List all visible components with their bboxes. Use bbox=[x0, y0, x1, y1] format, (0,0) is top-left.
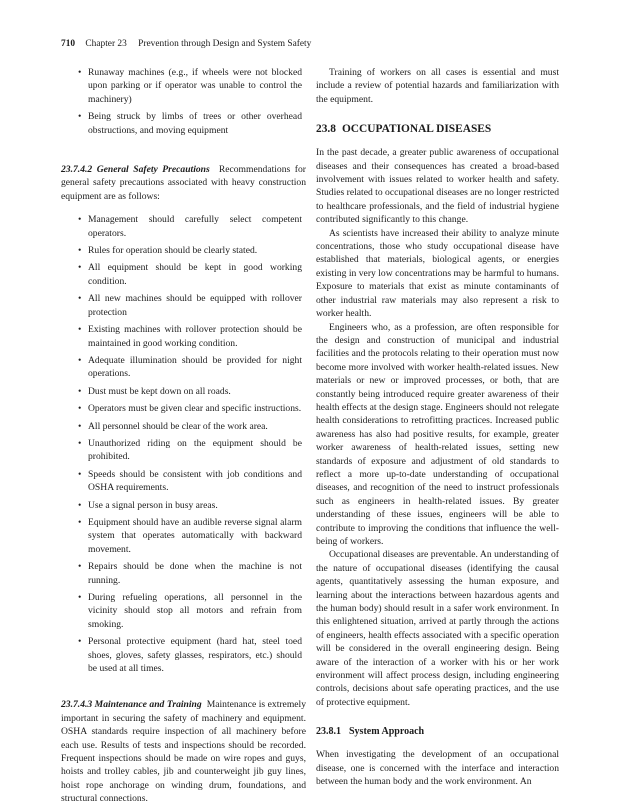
bullet-item: • Adequate illumination should be provided for night operations. bbox=[61, 354, 306, 381]
paragraph: Occupational diseases are preventable. An understanding of the nature of occupational diseases (identifying the causal agents, quantitatively assessing the human exposure, and learning about the interactions between hazardous agents and the human body) should result in a safer work environment. In this enlightened situation, arrived at partly through the actions of engineers, health effects associated with a specific operation will be considered in the overall engineering design. Being aware of the interaction of a worker with his or her work environment will affect process design, including engineering controls, decisions about safe operating practices, and the use of protective equipment. bbox=[316, 549, 559, 708]
subsection-text: Maintenance is extremely important in securing the safety of machinery and equipment. OSHA standards require inspection of all machinery before each use. Results of tests and inspections should be recorded. Frequent inspections should be made on wire ropes and guys, hoists and trolley cables, jib and counterweight jib guy lines, hoist rope anchorage on winding drum, foundations, and structural connections. bbox=[61, 699, 307, 805]
chapter-title: Prevention through Design and System Safety bbox=[138, 39, 312, 49]
subsection-heading: 23.7.4.2 General Safety Precautions bbox=[61, 164, 210, 176]
bullet-item: • Personal protective equipment (hard hat, steel toed shoes, gloves, safety glasses, respirators, etc.) should be used at all times. bbox=[61, 635, 306, 675]
bullet-item: • Existing machines with rollover protection should be maintained in good working condition. bbox=[61, 323, 306, 350]
subsection-heading: 23.7.4.3 Maintenance and Training bbox=[61, 699, 202, 711]
bullet-item: • Being struck by limbs of trees or other overhead obstructions, and moving equipment bbox=[61, 110, 306, 137]
bullet-item: • Operators must be given clear and specific instructions. bbox=[61, 402, 306, 415]
chapter-label: Chapter 23 bbox=[85, 39, 127, 49]
left-column bbox=[61, 66, 306, 806]
running-header bbox=[61, 38, 311, 50]
paragraph: As scientists have increased their ability to analyze minute concentrations, those who study occupational disease have established that materials, biological agents, or energies existing in very low concentrations may be harmful to humans. Exposure to materials that exist as minute contaminants of other industrial raw materials may also represent a risk to worker health. bbox=[316, 227, 559, 320]
precautions-bullet-list bbox=[61, 213, 306, 675]
bullet-item: • Use a signal person in busy areas. bbox=[61, 499, 306, 512]
bullet-item: • Repairs should be done when the machine is not running. bbox=[61, 560, 306, 587]
bullet-item: • Dust must be kept down on all roads. bbox=[61, 385, 306, 398]
bullet-item: • Runaway machines (e.g., if wheels were not blocked upon parking or if operator was unable to control the machinery) bbox=[61, 66, 306, 106]
bullet-item: • Speeds should be consistent with job conditions and OSHA requirements. bbox=[61, 468, 306, 495]
subsection-number: 23.8.1 bbox=[316, 726, 341, 738]
bullet-item: • During refueling operations, all personnel in the vicinity should stop all motors and refrain from smoking. bbox=[61, 591, 306, 631]
bullet-item: • All new machines should be equipped with rollover protection bbox=[61, 292, 306, 319]
bullet-item: • Equipment should have an audible reverse signal alarm system that operates automatically with backward movement. bbox=[61, 516, 306, 556]
subsection-title: System Approach bbox=[349, 726, 425, 738]
paragraph: When investigating the development of an occupational disease, one is concerned with the interface and interaction between the human body and the work environment. An bbox=[316, 749, 559, 788]
hazard-bullet-list bbox=[61, 66, 306, 137]
paragraph: In the past decade, a greater public awareness of occupational diseases and their consequences has created a broad-based involvement with issues related to worker health and safety. Studies related to occupational diseases are no longer restricted to healthcare professionals, and the field of industrial hygiene contributed significantly to this change. bbox=[316, 147, 559, 226]
bullet-item: • Unauthorized riding on the equipment should be prohibited. bbox=[61, 437, 306, 464]
section-heading bbox=[316, 122, 559, 136]
right-column bbox=[316, 66, 559, 789]
section-title: OCCUPATIONAL DISEASES bbox=[341, 123, 492, 136]
subsection-text: Recommendations for general safety precautions associated with heavy construction equipment are as follows: bbox=[61, 164, 306, 202]
subsection-heading bbox=[316, 725, 559, 738]
section-number: 23.8 bbox=[316, 123, 336, 136]
bullet-item: • Rules for operation should be clearly stated. bbox=[61, 244, 306, 257]
bullet-item: • All equipment should be kept in good working condition. bbox=[61, 261, 306, 288]
subsection-general-safety bbox=[61, 163, 306, 203]
subsection-maintenance-training bbox=[61, 698, 306, 805]
training-paragraph: Training of workers on all cases is essential and must include a review of potential hazards and familiarization with the equipment. bbox=[316, 67, 559, 105]
page-number: 710 bbox=[61, 39, 76, 49]
bullet-item: • Management should carefully select competent operators. bbox=[61, 213, 306, 240]
bullet-item: • All personnel should be clear of the work area. bbox=[61, 420, 306, 433]
paragraph: Engineers who, as a profession, are often responsible for the design and construction of municipal and industrial facilities and the protocols relating to their operation must now become more involved with worker health-related issues. New materials or new or improved processes, or both, that are constantly being introduced require greater awareness of their health effects at the design stage. Engineers should not relegate health considerations to retrofitting practices. Increased public awareness has also had positive results, for example, greater worker awareness of health-related issues, setting new standards of exposure and adjustment of old standards to reflect a more up-to-date understanding of occupational diseases, and recognition of the need to instruct professionals such as engineers in health-related issues. By greater understanding of these issues, engineers will be able to contribute to improving the conditions that influence the well-being of workers. bbox=[316, 321, 559, 547]
